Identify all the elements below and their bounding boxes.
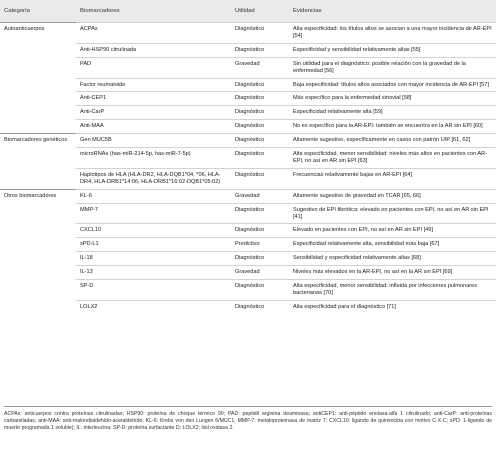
- category-cell: [0, 57, 76, 78]
- evidence-cell: Especificidad relativamente alta, sensibilidad más baja [67]: [289, 238, 496, 252]
- biomarker-cell: microRNAs (has-miR-214-5p, has-miR-7-5p): [76, 148, 231, 169]
- biomarker-cell: Factor reumatoide: [76, 78, 231, 92]
- table-row: [0, 203, 496, 224]
- category-cell: Biomarcadores genéticos: [0, 134, 76, 148]
- utility-cell: Diagnóstico: [231, 252, 289, 266]
- biomarker-cell: Anti-HSP90 citrulinada: [76, 43, 231, 57]
- table-row: [0, 120, 496, 134]
- evidence-cell: Altamente sugestivo de gravedad en TCAR [65, 66]: [289, 189, 496, 203]
- category-cell: [0, 252, 76, 266]
- evidence-cell: Alta especificidad, menor sensibilidad: niveles más altos en pacientes con AR-EPI, no así en AR sin EPI [63]: [289, 148, 496, 169]
- category-cell: [0, 300, 76, 313]
- category-cell: [0, 280, 76, 301]
- utility-cell: Gravedad: [231, 266, 289, 280]
- category-cell: [0, 266, 76, 280]
- table-row: [0, 106, 496, 120]
- evidence-cell: Niveles más elevados en la AR-EPI, no así en la AR sin EPI [69]: [289, 266, 496, 280]
- utility-cell: Diagnóstico: [231, 224, 289, 238]
- table-row: [0, 92, 496, 106]
- evidence-cell: Alta especificidad: los títulos altos se asocian a una mayor incidencia de AR-EPI [54]: [289, 23, 496, 44]
- biomarker-cell: Haplotipos de HLA (HLA-DR2, HLA-DQB1*04, *06, HLA-DR4, HLA-DRB1*14:06, HLA-DRB1*16:02-DQB1*05:02): [76, 168, 231, 189]
- table-row: [0, 23, 496, 44]
- biomarker-cell: ACPAs: [76, 23, 231, 44]
- evidence-cell: Baja especificidad: títulos altos asociados con mayor incidencia de AR-EPI [57]: [289, 78, 496, 92]
- category-cell: [0, 43, 76, 57]
- utility-cell: Diagnóstico: [231, 148, 289, 169]
- biomarker-cell: sPD-L1: [76, 238, 231, 252]
- category-cell: [0, 106, 76, 120]
- category-cell: [0, 92, 76, 106]
- category-cell: [0, 203, 76, 224]
- utility-cell: Predictivo: [231, 238, 289, 252]
- utility-cell: Diagnóstico: [231, 300, 289, 313]
- utility-cell: Diagnóstico: [231, 120, 289, 134]
- table-row: [0, 266, 496, 280]
- biomarker-cell: LOLX2: [76, 300, 231, 313]
- biomarker-cell: MMP-7: [76, 203, 231, 224]
- category-cell: [0, 78, 76, 92]
- table-row: [0, 189, 496, 203]
- utility-cell: Diagnóstico: [231, 168, 289, 189]
- table-row: [0, 148, 496, 169]
- table-row: [0, 238, 496, 252]
- biomarker-cell: KL-6: [76, 189, 231, 203]
- evidence-cell: Alta especificidad, menor sensibilidad: influida por infecciones pulmonares bacterianas [70]: [289, 280, 496, 301]
- evidence-cell: Alta especificidad para el diagnóstico [71]: [289, 300, 496, 313]
- table-row: [0, 168, 496, 189]
- category-cell: Autoanticuerpos: [0, 23, 76, 44]
- table-row: [0, 78, 496, 92]
- table-row: [0, 43, 496, 57]
- biomarker-cell: PAD: [76, 57, 231, 78]
- biomarker-cell: IL-13: [76, 266, 231, 280]
- table-row: [0, 300, 496, 313]
- evidence-cell: No es específico para la AR-EPI: también se encuentra en la AR sin EPI [60]: [289, 120, 496, 134]
- utility-cell: Diagnóstico: [231, 92, 289, 106]
- utility-cell: Diagnóstico: [231, 23, 289, 44]
- table-footnote: ACPAs: anticuerpos contra proteínas citrulinadas; HSP90: proteína de choque térmico 90; PAD: peptidil arginina deaminasa; antiCEP1: anti-péptido enolasa-alfa 1 citrulinado; anti-CarP: anti-proteínas carbamiladas; anti-MAA: anti-malondialdehído-acetaldehído; KL-6: Krebs von den Lungen 6/MUC1; MMP-7: metaloproteinasa de matriz 7; CXCL10: ligando de quimiocina con motivo C-X-C; sPD: 1-ligando de muerte programada 1 soluble); IL: interleucina; SP-D: proteína surfactante D; LOLX2: lisil oxidasa 2.: [4, 406, 492, 433]
- evidence-cell: Especificidad relativamente alta [59]: [289, 106, 496, 120]
- table-row: [0, 57, 496, 78]
- category-cell: [0, 120, 76, 134]
- evidence-cell: Frecuencias relativamente bajas en AR-EPI [64]: [289, 168, 496, 189]
- header-utility: Utilidad: [231, 0, 289, 23]
- evidence-cell: Sensibilidad y especificidad relativamente altas [68]: [289, 252, 496, 266]
- table-row: [0, 134, 496, 148]
- table-row: [0, 280, 496, 301]
- biomarker-cell: Anti-CarP: [76, 106, 231, 120]
- utility-cell: Diagnóstico: [231, 280, 289, 301]
- utility-cell: Diagnóstico: [231, 78, 289, 92]
- evidence-cell: Más específico para la enfermedad sinovial [58]: [289, 92, 496, 106]
- header-evidence: Evidencias: [289, 0, 496, 23]
- header-biomarker: Biomarcadores: [76, 0, 231, 23]
- biomarker-cell: CXCL10: [76, 224, 231, 238]
- utility-cell: Diagnóstico: [231, 106, 289, 120]
- evidence-cell: Especificidad y sensibilidad relativamente altas [55]: [289, 43, 496, 57]
- header-category: Categoría: [0, 0, 76, 23]
- evidence-cell: Sugestivo de EPI fibrótica: elevado en pacientes con EPI, no así en AR sin EPI [41]: [289, 203, 496, 224]
- utility-cell: Gravedad: [231, 189, 289, 203]
- category-cell: [0, 224, 76, 238]
- utility-cell: Gravedad: [231, 57, 289, 78]
- table-row: [0, 224, 496, 238]
- biomarker-cell: Anti-MAA: [76, 120, 231, 134]
- evidence-cell: Elevado en pacientes con EPI, no así en AR sin EPI [49]: [289, 224, 496, 238]
- biomarker-cell: IL-18: [76, 252, 231, 266]
- utility-cell: Diagnóstico: [231, 203, 289, 224]
- biomarker-cell: Gen MUC5B: [76, 134, 231, 148]
- table-row: [0, 252, 496, 266]
- biomarker-cell: SP-D: [76, 280, 231, 301]
- category-cell: [0, 238, 76, 252]
- evidence-cell: Sin utilidad para el diagnóstico: posible relación con la gravedad de la enfermedad [56]: [289, 57, 496, 78]
- table-header-row: [0, 0, 496, 23]
- biomarker-cell: Anti-CEP1: [76, 92, 231, 106]
- utility-cell: Diagnóstico: [231, 134, 289, 148]
- table-body: [0, 23, 496, 314]
- category-cell: [0, 148, 76, 169]
- utility-cell: Diagnóstico: [231, 43, 289, 57]
- category-cell: [0, 168, 76, 189]
- category-cell: Otros biomarcadores: [0, 189, 76, 203]
- evidence-cell: Altamente sugestivo, específicamente en casos con patrón UIP [61, 62]: [289, 134, 496, 148]
